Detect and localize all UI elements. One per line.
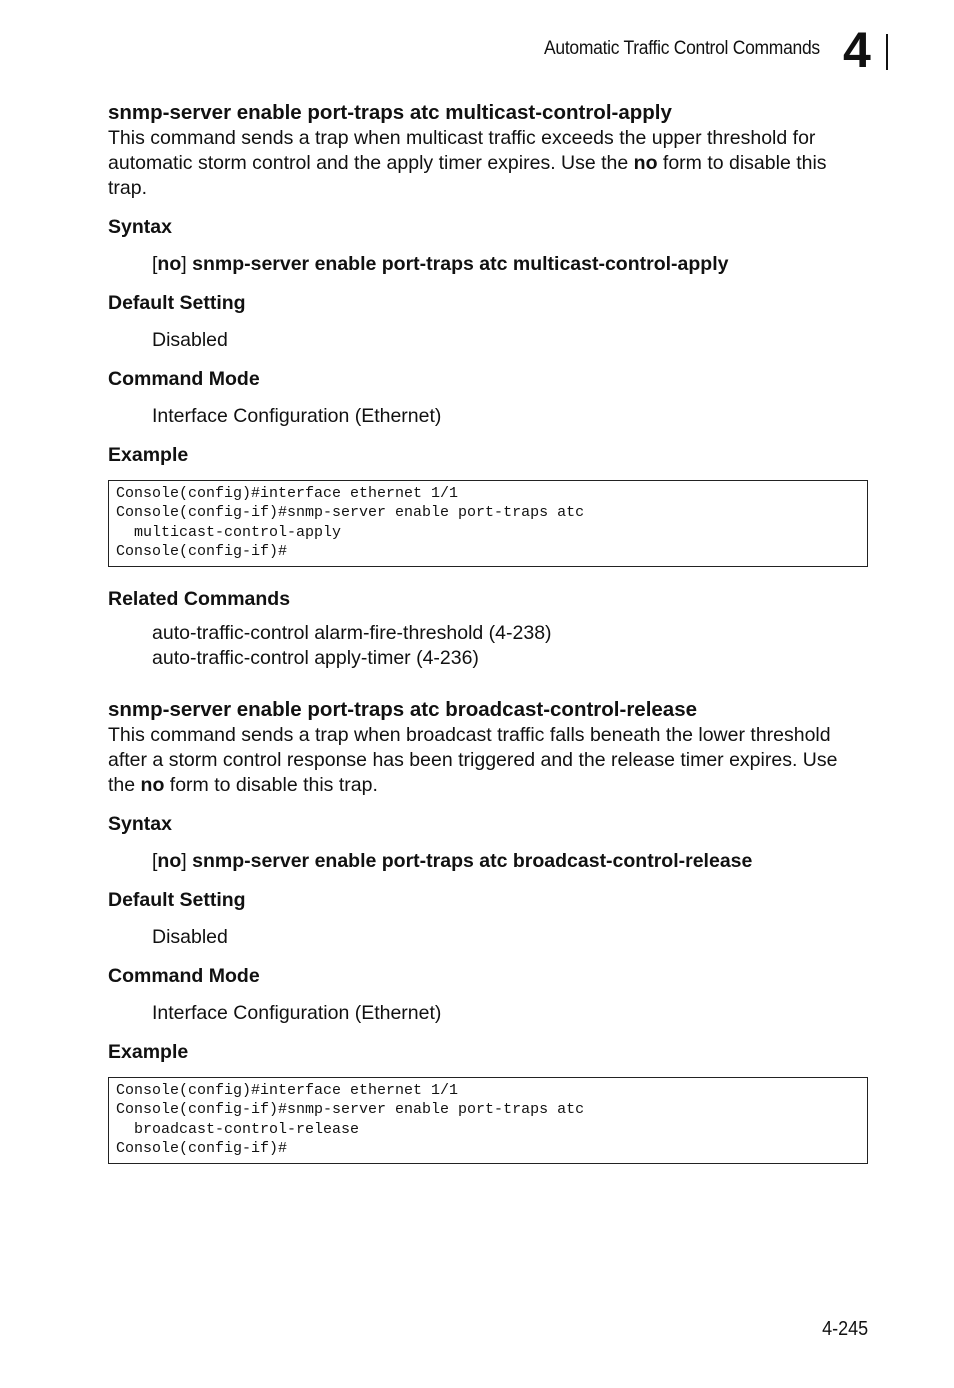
code-line: broadcast-control-release bbox=[116, 1120, 360, 1138]
syntax-bracket: [ bbox=[152, 850, 158, 873]
example-code-block bbox=[108, 1077, 868, 1164]
syntax-heading: Syntax bbox=[108, 813, 172, 836]
description-keyword: no bbox=[140, 774, 165, 797]
command-mode-value: Interface Configuration (Ethernet) bbox=[152, 1002, 442, 1025]
code-line: Console(config)#interface ethernet 1/1 bbox=[116, 1082, 459, 1100]
command-description bbox=[108, 126, 868, 201]
related-command-item: auto-traffic-control alarm-fire-threshold (4-238) bbox=[152, 622, 552, 645]
syntax-line bbox=[152, 252, 868, 277]
related-command-item: auto-traffic-control apply-timer (4-236) bbox=[152, 647, 479, 670]
syntax-line bbox=[152, 849, 868, 874]
chapter-divider bbox=[886, 34, 888, 70]
code-line: Console(config-if)#snmp-server enable port-traps atc bbox=[116, 1101, 585, 1119]
syntax-command: snmp-server enable port-traps atc multicast-control-apply bbox=[192, 253, 729, 275]
description-text: form to disable this trap. bbox=[164, 774, 378, 797]
related-commands-heading: Related Commands bbox=[108, 588, 291, 611]
syntax-no-keyword: no bbox=[157, 850, 182, 873]
description-keyword: no bbox=[633, 152, 658, 174]
command-title: snmp-server enable port-traps atc broadcast-control-release bbox=[108, 698, 697, 722]
syntax-bracket: ] bbox=[181, 850, 187, 873]
default-setting-value: Disabled bbox=[152, 926, 228, 949]
default-setting-heading: Default Setting bbox=[108, 292, 246, 314]
chapter-number: 4 bbox=[843, 22, 871, 78]
example-heading: Example bbox=[108, 1041, 189, 1064]
code-line: Console(config)#interface ethernet 1/1 bbox=[116, 485, 459, 502]
default-setting-value: Disabled bbox=[152, 329, 228, 351]
code-line: Console(config-if)#snmp-server enable port-traps atc bbox=[116, 504, 585, 522]
default-setting-heading: Default Setting bbox=[108, 889, 246, 912]
code-line: multicast-control-apply bbox=[116, 523, 342, 541]
command-section-broadcast bbox=[108, 697, 868, 1164]
code-line: Console(config-if)# bbox=[116, 542, 288, 560]
description-text: form to disable this trap. bbox=[108, 152, 827, 199]
command-mode-heading: Command Mode bbox=[108, 965, 260, 988]
command-title: snmp-server enable port-traps atc multicast-control-apply bbox=[108, 101, 672, 124]
syntax-bracket: [ bbox=[152, 253, 158, 275]
command-section-multicast bbox=[108, 100, 868, 671]
syntax-command: snmp-server enable port-traps atc broadcast-control-release bbox=[192, 850, 753, 873]
command-mode-value: Interface Configuration (Ethernet) bbox=[152, 405, 442, 427]
command-mode-heading: Command Mode bbox=[108, 368, 260, 390]
related-commands-list bbox=[152, 621, 868, 671]
command-description bbox=[108, 723, 868, 798]
description-text: This command sends a trap when broadcast traffic falls beneath the lower threshold after a storm control response has been triggered and the release timer expires. Use the bbox=[108, 724, 838, 797]
running-header-title: Automatic Traffic Control Commands bbox=[544, 38, 820, 59]
description-text: This command sends a trap when multicast traffic exceeds the upper threshold for automatic storm control and the apply timer expires. Use the bbox=[108, 127, 816, 174]
code-line: Console(config-if)# bbox=[116, 1140, 288, 1158]
page-number: 4-245 bbox=[821, 1318, 868, 1340]
example-heading: Example bbox=[108, 444, 189, 466]
syntax-heading: Syntax bbox=[108, 216, 172, 238]
syntax-bracket: ] bbox=[181, 253, 187, 275]
syntax-no-keyword: no bbox=[157, 253, 182, 275]
page-content bbox=[108, 100, 868, 1164]
example-code-block bbox=[108, 480, 868, 567]
